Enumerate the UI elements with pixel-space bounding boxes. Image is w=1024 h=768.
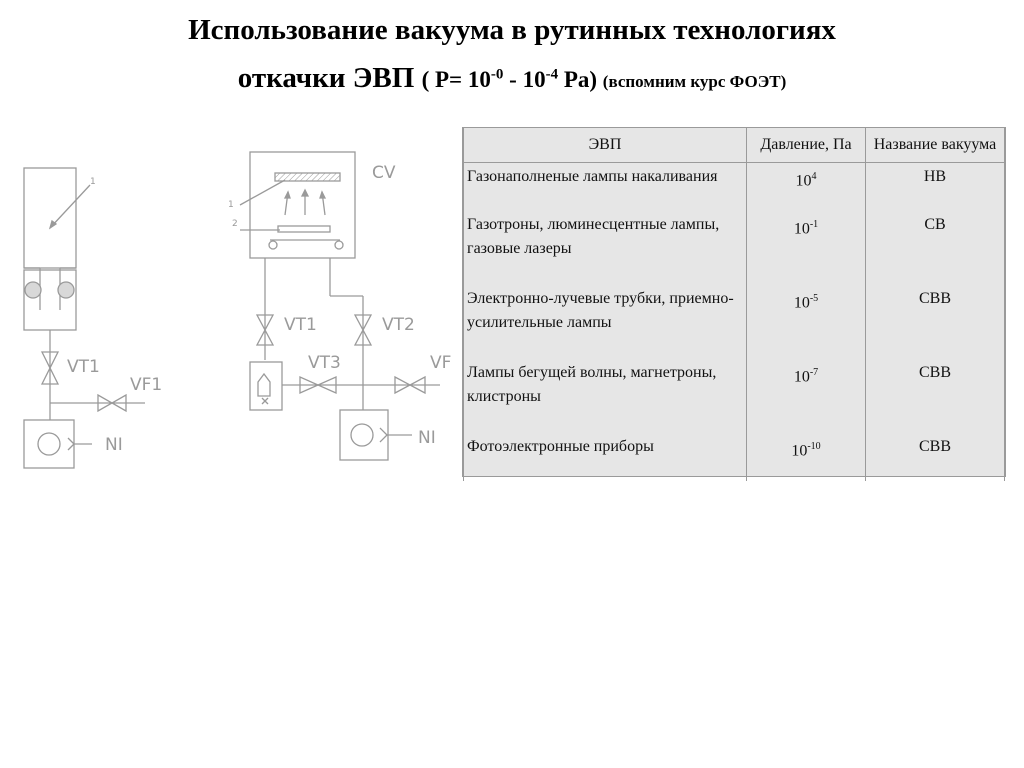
label-ni-left: NI [105,435,123,455]
seal-ring-left [25,282,41,298]
vacuum-table [462,127,1006,477]
cell-device: Электронно-лучевые трубки, приемно-усилительные лампы [464,285,747,359]
label-vf1: VF1 [130,375,163,395]
table-row [464,211,1005,285]
cell-vacuum-name: СВВ [866,285,1005,359]
label-n2: 2 [232,219,238,229]
cell-device: Фотоэлектронные приборы [464,433,747,481]
course-note: (вспомним курс ФОЭТ) [602,72,787,91]
page-title: Использование вакуума в рутинных технологиях [188,14,836,46]
cell-device: Газонаполненые лампы накаливания [464,163,747,212]
subtitle-prefix: откачки ЭВП [237,62,422,94]
cell-vacuum-name: СВВ [866,433,1005,481]
vacuum-chamber [250,152,355,258]
cell-pressure: $10^{-10}$ [747,433,866,481]
table-row [464,285,1005,359]
col-header-device: ЭВП [464,128,747,163]
pump-left [24,420,74,468]
label-vf: VF [430,353,452,373]
cell-pressure: $10^{-5}$ [747,285,866,359]
pressure-range: ( $P= 10^{-0} - 10^{-4}$ Pa) [421,66,603,92]
label-n1b: 1 [228,200,234,210]
label-n1: 1 [90,177,96,187]
label-vt1: VT1 [284,315,317,335]
table-row [464,433,1005,481]
col-header-pressure: Давление, Па [747,128,866,163]
cell-pressure: $10^4$ [747,163,866,212]
pump-right [340,410,388,460]
cell-pressure: $10^{-7}$ [747,359,866,433]
cell-vacuum-name: СВВ [866,359,1005,433]
cell-pressure: $10^{-1}$ [747,211,866,285]
cell-device: Лампы бегущей волны, магнетроны, клистроны [464,359,747,433]
cell-vacuum-name: СВ [866,211,1005,285]
col-header-vacuum-name: Название вакуума [866,128,1005,163]
table-row [464,163,1005,212]
label-ni-right: NI [418,428,436,448]
page-subtitle [0,62,1024,95]
seal-ring-right [58,282,74,298]
label-vt1-left: VT1 [67,357,100,377]
cell-vacuum-name: НВ [866,163,1005,212]
label-cv: CV [372,163,396,183]
lamp-bulb [24,168,76,268]
table-row [464,359,1005,433]
label-vt3: VT3 [308,353,341,373]
vacuum-schematic [0,140,460,480]
label-vt2: VT2 [382,315,415,335]
cell-device: Газотроны, люминесцентные лампы, газовые лазеры [464,211,747,285]
